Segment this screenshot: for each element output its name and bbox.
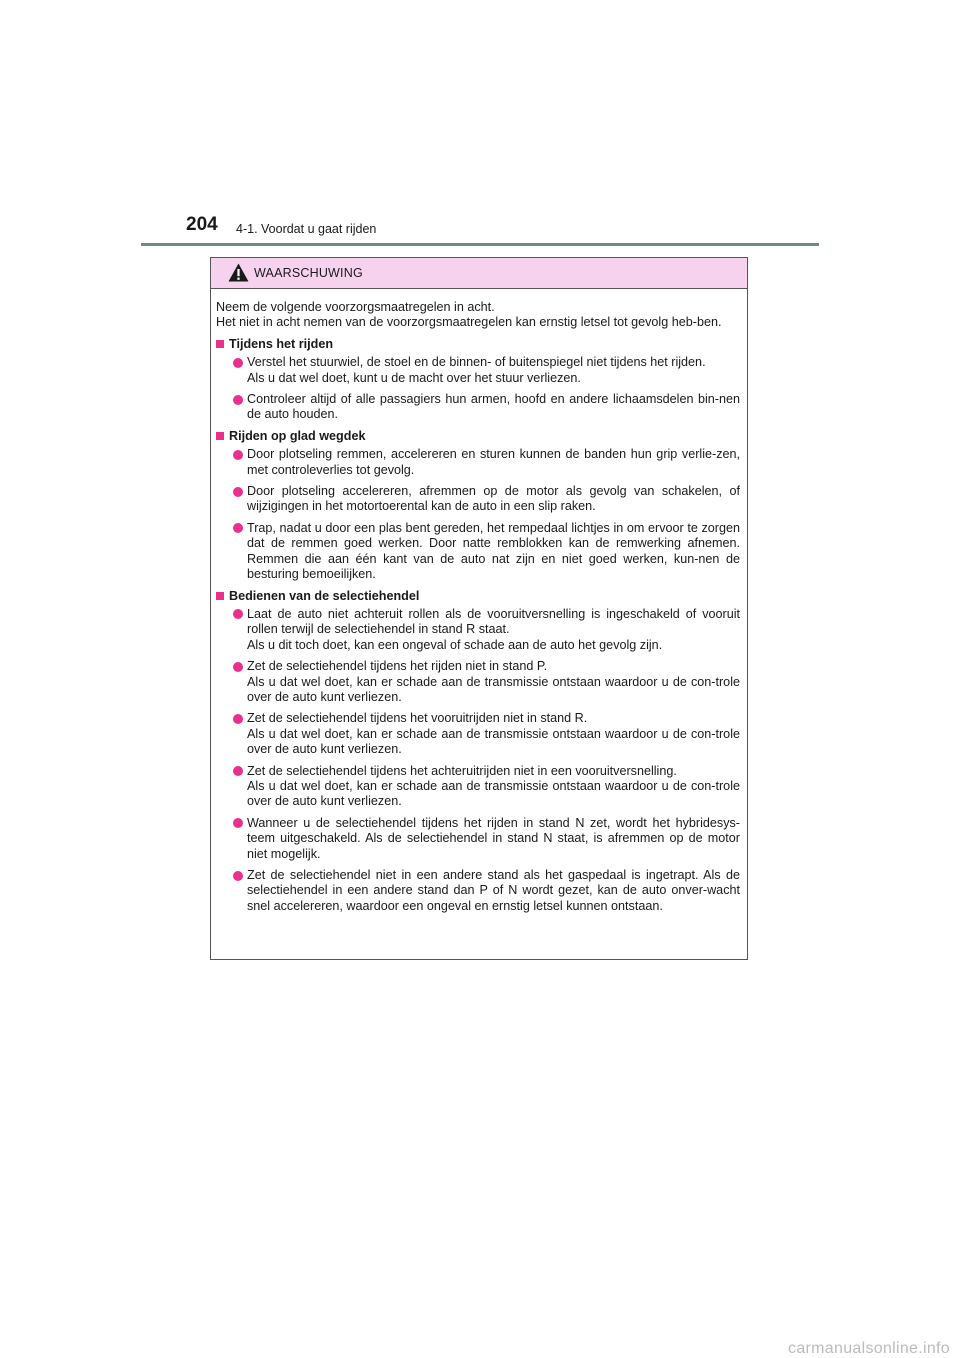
- bullet-line: Laat de auto niet achteruit rollen als de vooruitversnelling is ingeschakeld of vooruit rollen terwijl de selectiehendel in stand R staat.: [247, 606, 740, 637]
- pink-dot-icon: [233, 818, 243, 828]
- bullet-line: Als u dit toch doet, kan een ongeval of schade aan de auto het gevolg zijn.: [247, 637, 663, 652]
- warning-body: [211, 289, 747, 914]
- list-item: [216, 868, 740, 914]
- pink-dot-icon: [233, 523, 243, 533]
- section-heading-text: Rijden op glad wegdek: [229, 428, 366, 443]
- warning-triangle-icon: [228, 263, 249, 282]
- section-heading: [216, 337, 740, 352]
- bullet-list: [216, 607, 740, 914]
- pink-dot-icon: [233, 487, 243, 497]
- list-item: [216, 659, 740, 705]
- page-number: 204: [186, 214, 218, 235]
- bullet-line: Zet de selectiehendel tijdens het rijden niet in stand P.: [247, 659, 548, 674]
- pink-dot-icon: [233, 766, 243, 776]
- header-rule: [141, 243, 819, 246]
- pink-dot-icon: [233, 871, 243, 881]
- bullet-line: Als u dat wel doet, kunt u de macht over het stuur verliezen.: [247, 370, 581, 385]
- list-item: [216, 447, 740, 478]
- bullet-line: Zet de selectiehendel tijdens het achteruitrijden niet in een vooruitversnelling.: [247, 763, 677, 778]
- pink-dot-icon: [233, 714, 243, 724]
- pink-dot-icon: [233, 395, 243, 405]
- list-item: [216, 392, 740, 423]
- bullet-line: Controleer altijd of alle passagiers hun armen, hoofd en andere lichaamsdelen bin-nen de auto houden.: [247, 392, 740, 422]
- bullet-line: Als u dat wel doet, kan er schade aan de transmissie ontstaan waardoor u de con-trole over de auto kunt verliezen.: [247, 778, 740, 809]
- list-item: [216, 521, 740, 583]
- pink-square-icon: [216, 432, 224, 440]
- list-item: [216, 711, 740, 757]
- pink-square-icon: [216, 592, 224, 600]
- pink-square-icon: [216, 340, 224, 348]
- list-item: [216, 607, 740, 653]
- bullet-line: Als u dat wel doet, kan er schade aan de transmissie ontstaan waardoor u de con-trole over de auto kunt verliezen.: [247, 726, 740, 757]
- section-rijden-op-glad-wegdek: [216, 429, 740, 583]
- section-heading-text: Bedienen van de selectiehendel: [229, 588, 420, 603]
- section-heading: [216, 589, 740, 604]
- section-heading: [216, 429, 740, 444]
- pink-dot-icon: [233, 450, 243, 460]
- section-title: 4-1. Voordat u gaat rijden: [236, 222, 377, 236]
- bullet-line: Zet de selectiehendel niet in een andere stand als het gaspedaal is ingetrapt. Als de selectiehendel in een andere stand dan P of N wordt gezet, kan de auto onver-wacht snel accelereren, waardoor een ongeval en ernstig letsel kunnen ontstaan.: [247, 868, 740, 913]
- section-heading-text: Tijdens het rijden: [229, 336, 334, 351]
- bullet-line: Wanneer u de selectiehendel tijdens het rijden in stand N zet, wordt het hybridesys-teem uitgeschakeld. Als de selectiehendel in stand N staat, is afremmen op de motor niet mogelijk.: [247, 815, 740, 861]
- bullet-line: Door plotseling remmen, accelereren en sturen kunnen de banden hun grip verlie-zen, met controleverlies tot gevolg.: [247, 447, 740, 477]
- bullet-line: Door plotseling accelereren, afremmen op de motor als gevolg van schakelen, of wijzigingen in het motortoerental kan de auto in een slip raken.: [247, 484, 740, 514]
- intro-line: Het niet in acht nemen van de voorzorgsmaatregelen kan ernstig letsel tot gevolg heb-ben.: [216, 315, 722, 330]
- bullet-line: Trap, nadat u door een plas bent gereden, het rempedaal lichtjes in om ervoor te zorgen dat de remmen goed werken. Door natte remblokken kan de remwerking afnemen. Remmen die aan één kant van de auto nat zijn en niet goed werken, kun-nen de besturing bemoeilijken.: [247, 520, 740, 582]
- watermark: carmanualsonline.info: [788, 1340, 950, 1357]
- pink-dot-icon: [233, 662, 243, 672]
- bullet-line: Verstel het stuurwiel, de stoel en de binnen- of buitenspiegel niet tijdens het rijden.: [247, 355, 706, 370]
- section-bedienen-selectiehendel: [216, 589, 740, 915]
- bullet-line: Als u dat wel doet, kan er schade aan de transmissie ontstaan waardoor u de con-trole over de auto kunt verliezen.: [247, 674, 740, 704]
- list-item: [216, 764, 740, 810]
- list-item: [216, 484, 740, 515]
- warning-label: WAARSCHUWING: [254, 266, 363, 280]
- list-item: [216, 355, 740, 386]
- warning-header: [211, 258, 747, 289]
- warning-intro: [216, 300, 740, 331]
- pink-dot-icon: [233, 609, 243, 619]
- intro-line: Neem de volgende voorzorgsmaatregelen in acht.: [216, 300, 495, 314]
- bullet-line: Zet de selectiehendel tijdens het vooruitrijden niet in stand R.: [247, 711, 588, 726]
- bullet-list: [216, 447, 740, 582]
- bullet-list: [216, 355, 740, 423]
- warning-box: [210, 257, 748, 960]
- list-item: [216, 816, 740, 862]
- section-tijdens-het-rijden: [216, 337, 740, 423]
- pink-dot-icon: [233, 358, 243, 368]
